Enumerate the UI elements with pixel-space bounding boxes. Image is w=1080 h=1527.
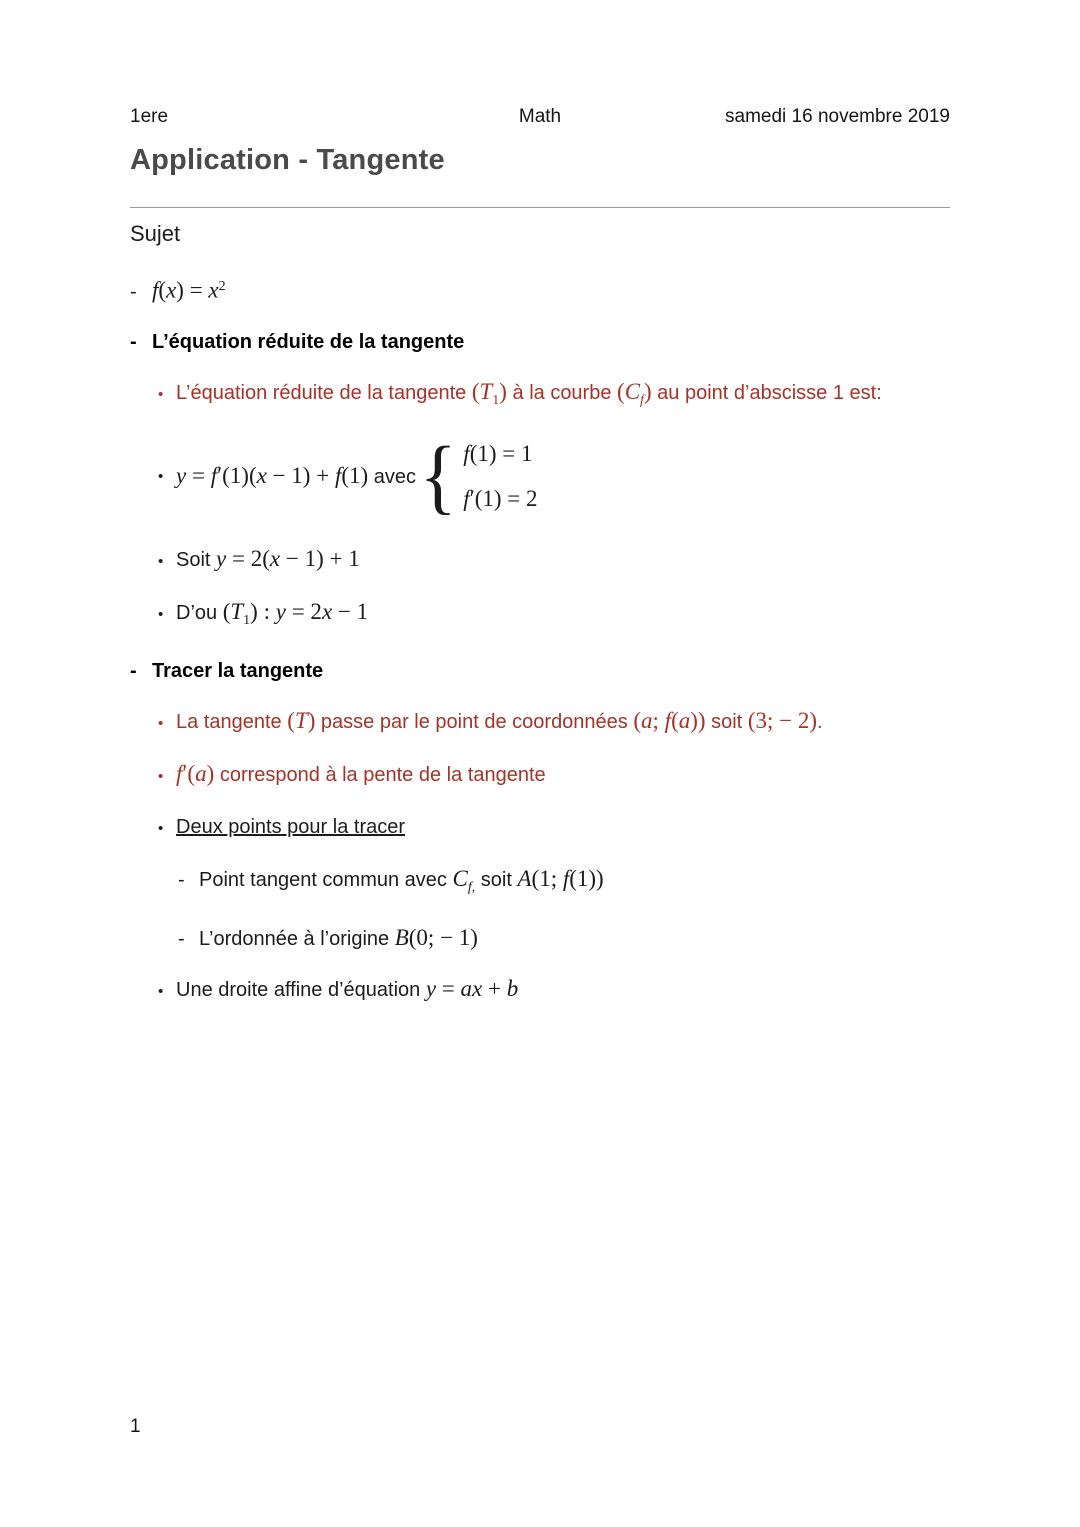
text-run: ) : xyxy=(250,598,276,624)
text-run: f xyxy=(152,277,159,303)
text-run: = 2 xyxy=(285,598,322,624)
list-item-text xyxy=(176,702,950,741)
text-run: La tangente xyxy=(176,710,288,733)
text-run: soit xyxy=(705,710,748,733)
text-run: f xyxy=(210,463,218,489)
page-title: Application - Tangente xyxy=(130,144,445,176)
list-item xyxy=(130,323,950,361)
text-run: a xyxy=(641,707,653,733)
text-run: x xyxy=(256,463,267,489)
text-run: ) xyxy=(206,760,215,786)
list-item-text xyxy=(176,593,950,640)
text-run: C xyxy=(624,378,641,404)
list-item xyxy=(130,540,950,581)
list-item xyxy=(130,919,950,958)
text-run: C xyxy=(452,865,468,891)
text-run: A xyxy=(517,865,532,891)
text-run: f, xyxy=(467,879,476,895)
header-class-label: 1ere xyxy=(130,106,169,127)
page-number: 1 xyxy=(130,1416,141,1437)
text-run: ) xyxy=(499,378,507,404)
list-item-text xyxy=(152,652,950,690)
text-run: = xyxy=(436,975,461,1001)
text-run: 1 xyxy=(243,612,251,628)
equation-system-item xyxy=(130,429,950,523)
text-run: = 2( xyxy=(226,545,270,571)
list-item-text xyxy=(199,919,950,958)
text-run: B xyxy=(394,924,409,950)
list-item xyxy=(130,373,950,420)
list-item xyxy=(130,808,950,848)
text-run: T xyxy=(230,598,244,624)
text-run: − 1) + xyxy=(266,463,335,489)
text-run: passe par le point de coordonnées xyxy=(315,710,634,733)
text-run: f xyxy=(334,463,342,489)
text-run: ( xyxy=(633,707,642,733)
text-run: ) xyxy=(643,378,652,404)
text-run: y xyxy=(275,598,286,624)
text-run: a xyxy=(195,760,207,786)
bullet-marker: • xyxy=(158,767,164,785)
text-run: ( xyxy=(287,707,295,733)
text-run: x xyxy=(321,598,333,624)
header-date-label: samedi 16 novembre 2019 xyxy=(725,106,950,127)
text-run: (3; − 2) xyxy=(747,707,817,733)
section-heading-sujet: Sujet xyxy=(130,221,181,246)
divider xyxy=(130,207,950,208)
text-run: ′(1) = 2 xyxy=(469,485,538,511)
text-run: Une droite affine d’équation xyxy=(176,978,426,1001)
text-run: − 1) + 1 xyxy=(280,545,360,571)
list-item xyxy=(130,860,950,907)
list-item xyxy=(130,593,950,640)
text-run: f xyxy=(562,865,570,891)
dash-marker: - xyxy=(130,330,137,353)
text-run: ( xyxy=(671,707,679,733)
text-run: a xyxy=(678,707,691,733)
text-run: Soit xyxy=(176,548,217,571)
text-run: avec xyxy=(368,466,416,489)
list-item-text: y = f′(1)(x − 1) + f(1) avec { f(1) = 1 f′(1) = 2 xyxy=(176,429,538,523)
text-run: correspond à la pente de la tangente xyxy=(214,763,546,786)
system-row xyxy=(463,477,537,522)
text-run: ( xyxy=(471,378,480,404)
text-run: f xyxy=(463,440,470,466)
text-run: ( xyxy=(617,378,625,404)
text-run: ( xyxy=(158,277,167,303)
text-run: ′(1)( xyxy=(217,463,257,489)
text-run: − 1 xyxy=(332,598,369,624)
text-run: ( xyxy=(222,598,231,624)
list-item-text xyxy=(176,755,950,794)
text-run: b xyxy=(506,975,519,1001)
text-run: f xyxy=(463,485,470,511)
text-run: (1; xyxy=(531,865,563,891)
list-item-text xyxy=(199,860,950,907)
list-item-text xyxy=(176,373,950,420)
bullet-marker: • xyxy=(158,552,164,570)
text-run: L’ordonnée à l’origine xyxy=(199,927,395,950)
text-run: + xyxy=(482,975,507,1001)
list-item-text xyxy=(176,970,950,1009)
text-run: Tracer la tangente xyxy=(152,659,324,682)
text-run: 2 xyxy=(218,279,226,294)
bullet-marker: • xyxy=(158,819,164,837)
list-item-text xyxy=(152,268,950,311)
text-run: L’équation réduite de la tangente xyxy=(152,330,465,353)
text-run: D’ou xyxy=(176,601,223,624)
system-row xyxy=(463,432,537,477)
text-run: ax xyxy=(460,975,483,1001)
text-run: ′( xyxy=(182,760,196,786)
text-run: 1 xyxy=(492,392,500,408)
note-content xyxy=(130,268,950,1011)
text-run: L’équation réduite de la tangente xyxy=(176,381,472,404)
text-run: Deux points pour la tracer xyxy=(176,815,406,838)
bullet-marker: • xyxy=(158,605,164,623)
list-item xyxy=(130,268,950,311)
text-run: y xyxy=(216,545,227,571)
dash-marker: - xyxy=(178,868,185,891)
text-run: (1) = 1 xyxy=(469,440,533,466)
text-run: ) = xyxy=(176,277,209,303)
text-run: T xyxy=(479,378,493,404)
text-run: f xyxy=(640,392,644,408)
text-run: x xyxy=(208,277,219,303)
text-run: = xyxy=(186,463,211,489)
list-item xyxy=(130,755,950,796)
text-run: y xyxy=(425,975,437,1001)
header-subject-label: Math xyxy=(518,106,562,127)
dash-marker: - xyxy=(178,927,185,950)
bullet-marker: • xyxy=(158,467,164,485)
text-run: f xyxy=(176,760,183,786)
text-run: (0; − 1) xyxy=(408,924,478,950)
text-run: x xyxy=(269,545,281,571)
list-item-text xyxy=(152,323,950,361)
text-run: T xyxy=(294,707,308,733)
list-item xyxy=(130,652,950,690)
document-header xyxy=(130,106,950,128)
system-rows xyxy=(463,432,537,522)
text-run: ) xyxy=(307,707,316,733)
list-item xyxy=(130,970,950,1011)
dash-marker: - xyxy=(130,280,137,303)
text-run: (1)) xyxy=(569,865,604,891)
text-run: Point tangent commun avec xyxy=(199,868,453,891)
equation-left-part xyxy=(176,457,416,496)
text-run: ; xyxy=(652,707,665,733)
dash-marker: - xyxy=(130,659,137,682)
text-run: (1) xyxy=(341,463,369,489)
text-run: y xyxy=(176,463,187,489)
text-run: soit xyxy=(475,868,518,891)
text-run: à la courbe xyxy=(506,381,618,404)
text-run: x xyxy=(166,277,177,303)
text-run: )) xyxy=(690,707,706,733)
list-item xyxy=(130,702,950,743)
text-run: . xyxy=(817,710,823,733)
bullet-marker: • xyxy=(158,714,164,732)
list-item-text xyxy=(176,808,950,846)
bullet-marker: • xyxy=(158,982,164,1000)
text-run: f xyxy=(664,707,672,733)
list-item-text xyxy=(176,540,950,579)
bullet-marker: • xyxy=(158,385,164,403)
text-run: au point d’abscisse 1 est: xyxy=(651,381,882,404)
